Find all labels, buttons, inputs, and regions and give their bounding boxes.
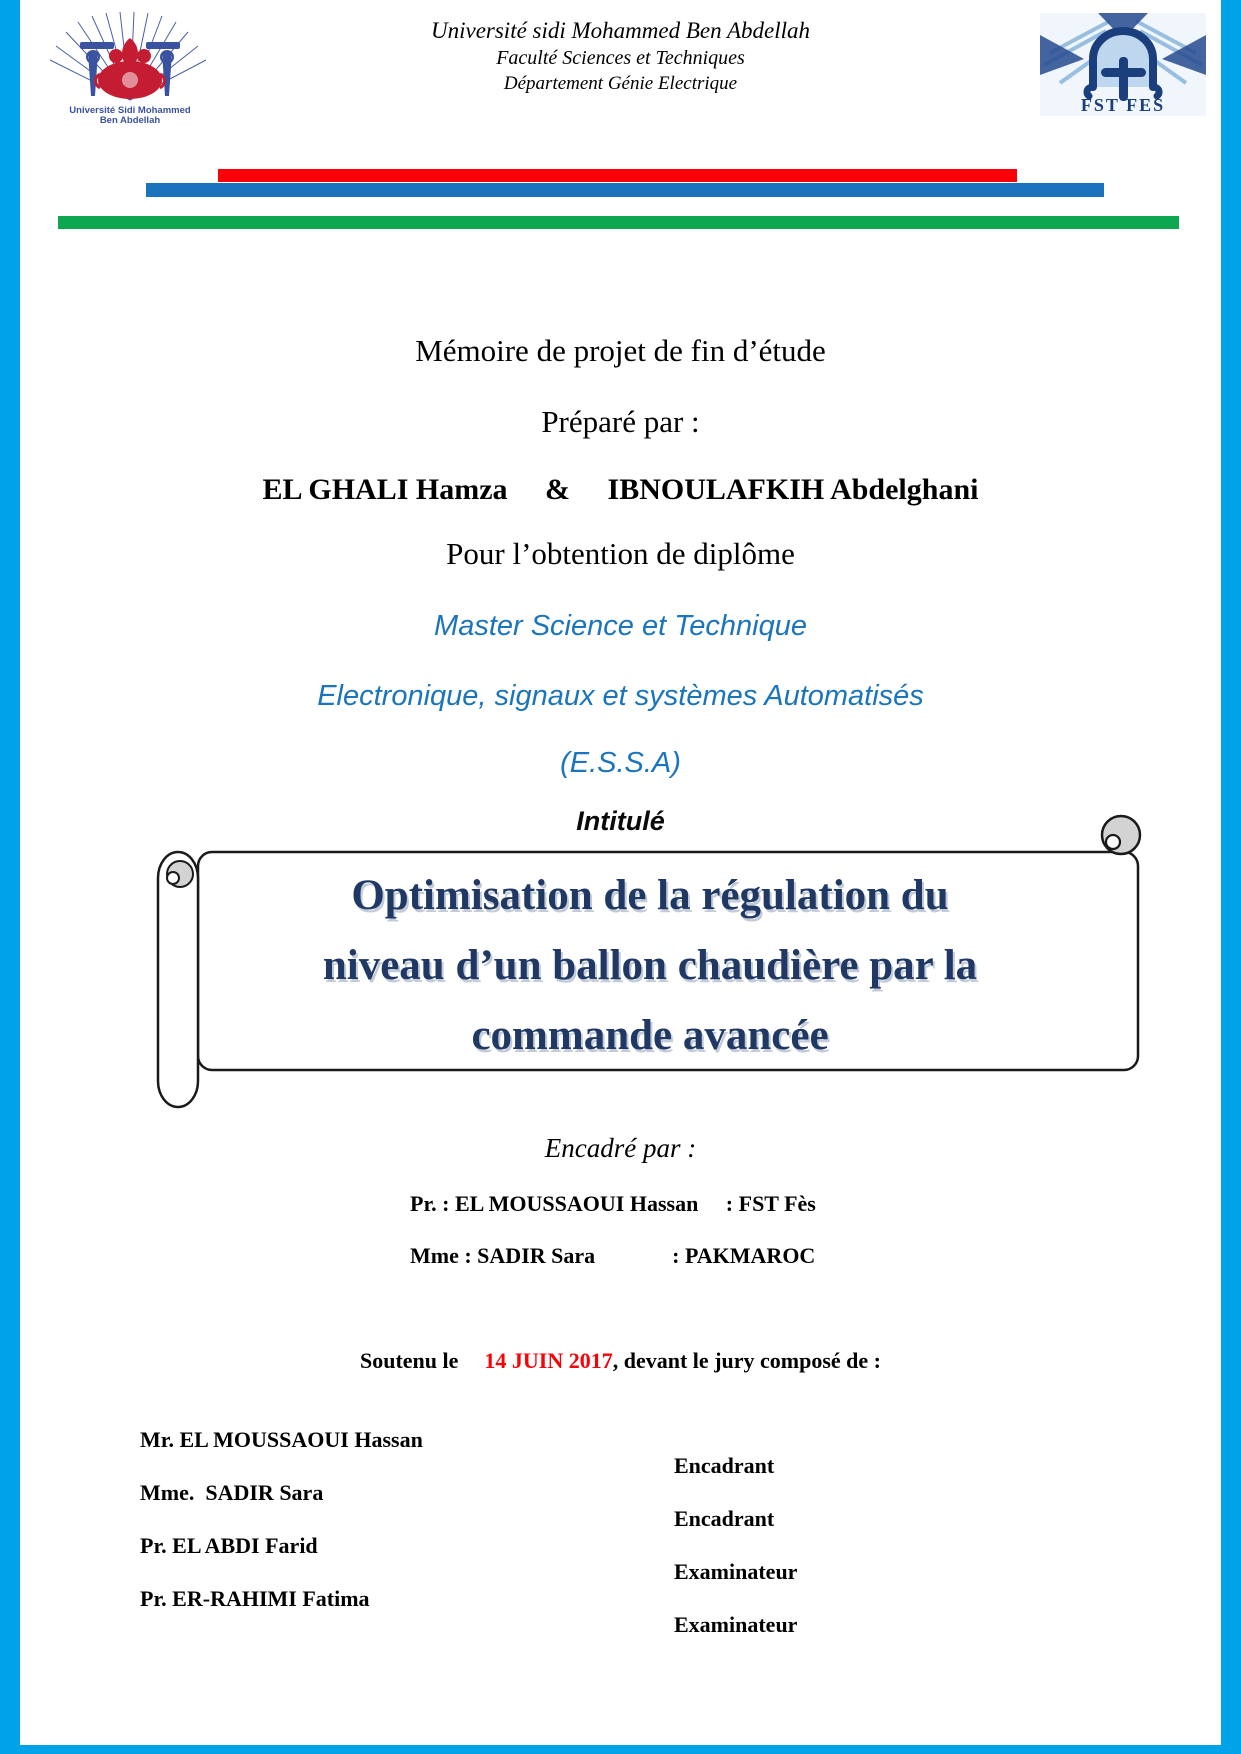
svg-text:Ben Abdellah: Ben Abdellah: [99, 115, 161, 124]
defense-line: [0, 1348, 1241, 1374]
bottom-border-bar: [0, 1745, 1241, 1754]
prepared-by-line: Préparé par :: [541, 404, 700, 439]
specialty-line: Electronique, signaux et systèmes Automatisés: [317, 680, 924, 712]
university-name: Université sidi Mohammed Ben Abdellah: [430, 18, 810, 43]
jury-member-name: Pr. ER-RAHIMI Fatima: [140, 1586, 370, 1611]
thesis-title-line3: commande avancée: [471, 1012, 829, 1059]
diploma-line: Pour l’obtention de diplôme: [446, 536, 795, 571]
memoire-line: Mémoire de projet de fin d’étude: [415, 333, 826, 368]
green-rule-bar: [58, 216, 1179, 229]
jury-member-role: Encadrant: [674, 1453, 775, 1478]
supervised-by-heading: Encadré par :: [544, 1133, 697, 1163]
supervisor-row: Pr. : EL MOUSSAOUI Hassan : FST Fès: [410, 1191, 816, 1216]
thesis-title-line1: Optimisation de la régulation du: [351, 872, 949, 919]
department-name: Département Génie Electrique: [503, 73, 738, 94]
jury-row: [0, 1560, 1241, 1664]
svg-text:FST FES: FST FES: [1080, 95, 1166, 115]
faculty-name: Faculté Sciences et Techniques: [496, 47, 745, 69]
thesis-title: [170, 861, 1130, 1071]
jury-member-name: Pr. EL ABDI Farid: [140, 1533, 318, 1558]
master-line: Master Science et Technique: [434, 610, 807, 642]
authors-line: EL GHALI Hamza & IBNOULAFKIH Abdelghani: [262, 473, 979, 506]
jury-member-role: Encadrant: [674, 1506, 775, 1531]
red-rule-bar: [218, 169, 1017, 182]
supervisor-row: Mme : SADIR Sara : PAKMAROC: [410, 1243, 816, 1268]
jury-member-name: Mme. SADIR Sara: [140, 1480, 324, 1505]
jury-member-name: Mr. EL MOUSSAOUI Hassan: [140, 1427, 423, 1452]
jury-member-role: Examinateur: [674, 1612, 798, 1637]
jury-member-role: Examinateur: [674, 1559, 798, 1584]
defense-date: 14 JUIN 2017: [484, 1348, 613, 1373]
fst-fes-logo: [1040, 13, 1206, 116]
defense-suffix: , devant le jury composé de :: [612, 1348, 881, 1373]
defense-prefix: Soutenu le: [359, 1348, 459, 1373]
svg-text:Université Sidi Mohammed: Université Sidi Mohammed: [69, 105, 191, 116]
blue-rule-bar: [146, 183, 1104, 197]
scroll-right-curl: [1102, 816, 1140, 854]
thesis-title-line2: niveau d’un ballon chaudière par la: [322, 942, 978, 989]
acronym-line: (E.S.S.A): [560, 747, 681, 779]
entitled-label: Intitulé: [576, 806, 665, 836]
